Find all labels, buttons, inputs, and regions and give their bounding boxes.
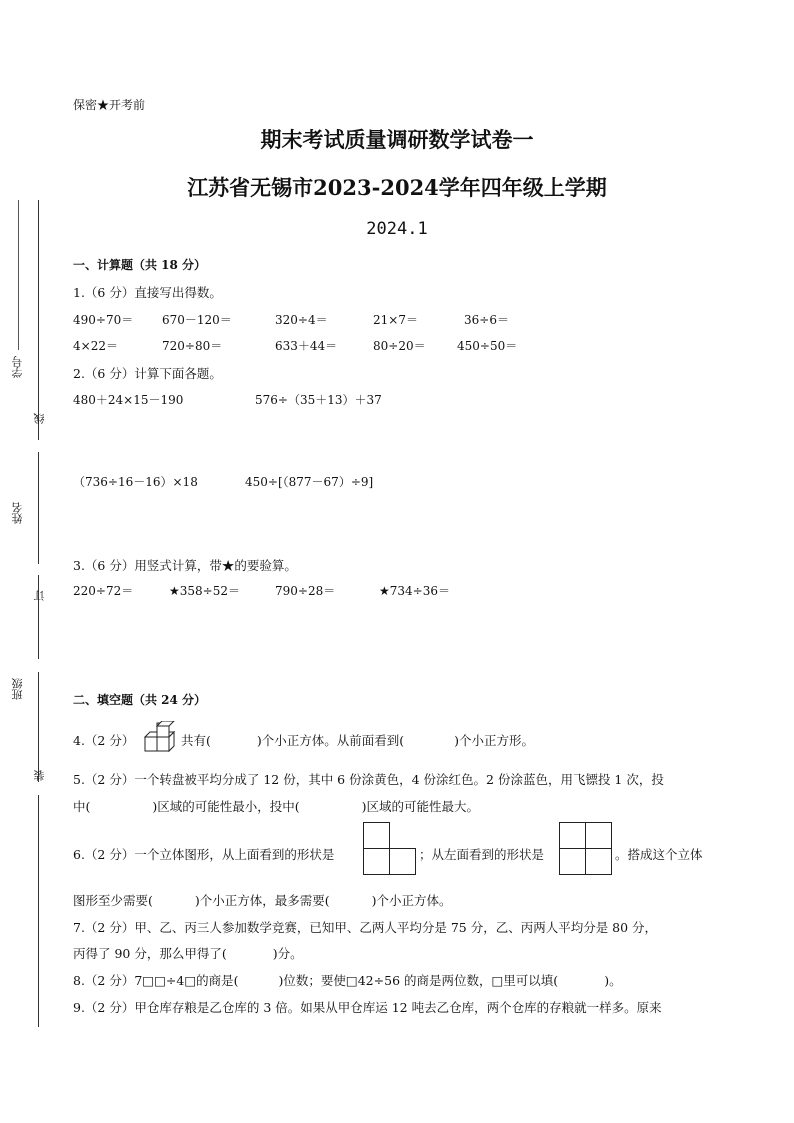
section-2-title: 二、填空题（共 24 分） (73, 693, 207, 707)
confidential-label: 保密★开考前 (73, 98, 146, 112)
q5-part-a: 中( (73, 799, 91, 814)
q6-line2-c: )个小正方体。 (371, 893, 452, 908)
q1-item: 670－120＝ (162, 313, 232, 327)
student-id-label: 学号 (11, 356, 24, 378)
q2-item: 480＋24×15－190 (73, 393, 184, 407)
binding-line-4 (38, 672, 39, 782)
q3-item: 790÷28＝ (275, 584, 336, 598)
q8-part-b: )位数；要使□42÷56 的商是两位数，□里可以填( (278, 973, 559, 988)
q2-item: 450÷[（877－67）÷9] (245, 475, 374, 489)
margin-char-zhuang: 装 (33, 770, 46, 781)
q5-line-1: 5.（2 分）一个转盘被平均分成了 12 份，其中 6 份涂黄色，4 份涂红色。2 份涂蓝色，用飞镖投 1 次，投 (73, 772, 664, 787)
q1-item: 21×7＝ (373, 313, 418, 327)
q3-item: ★358÷52＝ (169, 584, 240, 598)
q8-part-a: 8.（2 分）7□□÷4□的商是( (73, 973, 239, 988)
q2-item: 576÷（35＋13）＋37 (255, 393, 382, 407)
q5-part-c: )区域的可能性最大。 (361, 799, 480, 814)
q8-part-c: )。 (604, 973, 622, 988)
q2-label: 2.（6 分）计算下面各题。 (73, 366, 222, 381)
q7-line2-b: )分。 (272, 946, 303, 961)
q1-item: 4×22＝ (73, 339, 118, 353)
q1-item: 36÷6＝ (464, 313, 509, 327)
binding-line-5 (38, 795, 39, 1027)
q1-item: 80÷20＝ (373, 339, 426, 353)
q9-line-1: 9.（2 分）甲仓库存粮是乙仓库的 3 倍。如果从甲仓库运 12 吨去乙仓库，两个仓库的存粮就一样多。原来 (73, 1000, 662, 1015)
q6-part-c: 。搭成这个立体 (615, 847, 703, 862)
q7-line-2 (73, 944, 303, 962)
class-label: 班级 (11, 678, 24, 700)
q6-part-b: ；从左面看到的形状是 (419, 847, 545, 862)
q1-item: 720÷80＝ (162, 339, 223, 353)
margin-char-ding: 订 (33, 590, 46, 601)
q4-part-a: 共有( (181, 733, 211, 748)
q3-item: 220÷72＝ (73, 584, 134, 598)
q1-item: 450÷50＝ (457, 339, 518, 353)
q5-part-b: )区域的可能性最小，投中( (152, 799, 300, 814)
cube-stack-icon (143, 721, 181, 755)
q3-item: ★734÷36＝ (379, 584, 450, 598)
q2-item: （736÷16－16）×18 (73, 475, 198, 489)
section-1-title: 一、计算题（共 18 分） (73, 258, 207, 272)
left-view-shape (559, 822, 613, 876)
q6-line2-b: )个小正方体，最多需要( (194, 893, 330, 908)
q4-text (181, 731, 534, 749)
binding-line-3 (38, 575, 39, 659)
q6-part-a: 6.（2 分）一个立体图形，从上面看到的形状是 (73, 847, 335, 862)
q7-line2-a: 丙得了 90 分，那么甲得了( (73, 946, 227, 961)
name-label: 姓名 (11, 502, 24, 524)
q8-text (73, 971, 622, 989)
q1-label: 1.（6 分）直接写出得数。 (73, 285, 222, 300)
q5-line-2 (73, 797, 479, 815)
exam-title: 期末考试质量调研数学试卷一 (260, 127, 534, 152)
q4-part-b: )个小正方体。从前面看到( (256, 733, 405, 748)
q1-item: 490÷70＝ (73, 313, 134, 327)
q6-line-2 (73, 891, 452, 909)
q6-line2-a: 图形至少需要( (73, 893, 153, 908)
q3-label: 3.（6 分）用竖式计算，带★的要验算。 (73, 558, 297, 573)
exam-date: 2024.1 (366, 219, 428, 239)
q4-part-c: )个小正方形。 (454, 733, 535, 748)
q7-line-1: 7.（2 分）甲、乙、丙三人参加数学竞赛，已知甲、乙两人平均分是 75 分，乙、丙两人平均分是 80 分， (73, 920, 658, 935)
binding-line-2 (38, 452, 39, 564)
top-view-shape (363, 822, 417, 876)
q4-number: 4.（2 分） (73, 733, 135, 748)
q1-item: 320÷4＝ (275, 313, 328, 327)
exam-subtitle: 江苏省无锡市2023-2024学年四年级上学期 (187, 175, 607, 200)
q1-item: 633＋44＝ (275, 339, 338, 353)
margin-char-xian: 线 (33, 413, 46, 424)
